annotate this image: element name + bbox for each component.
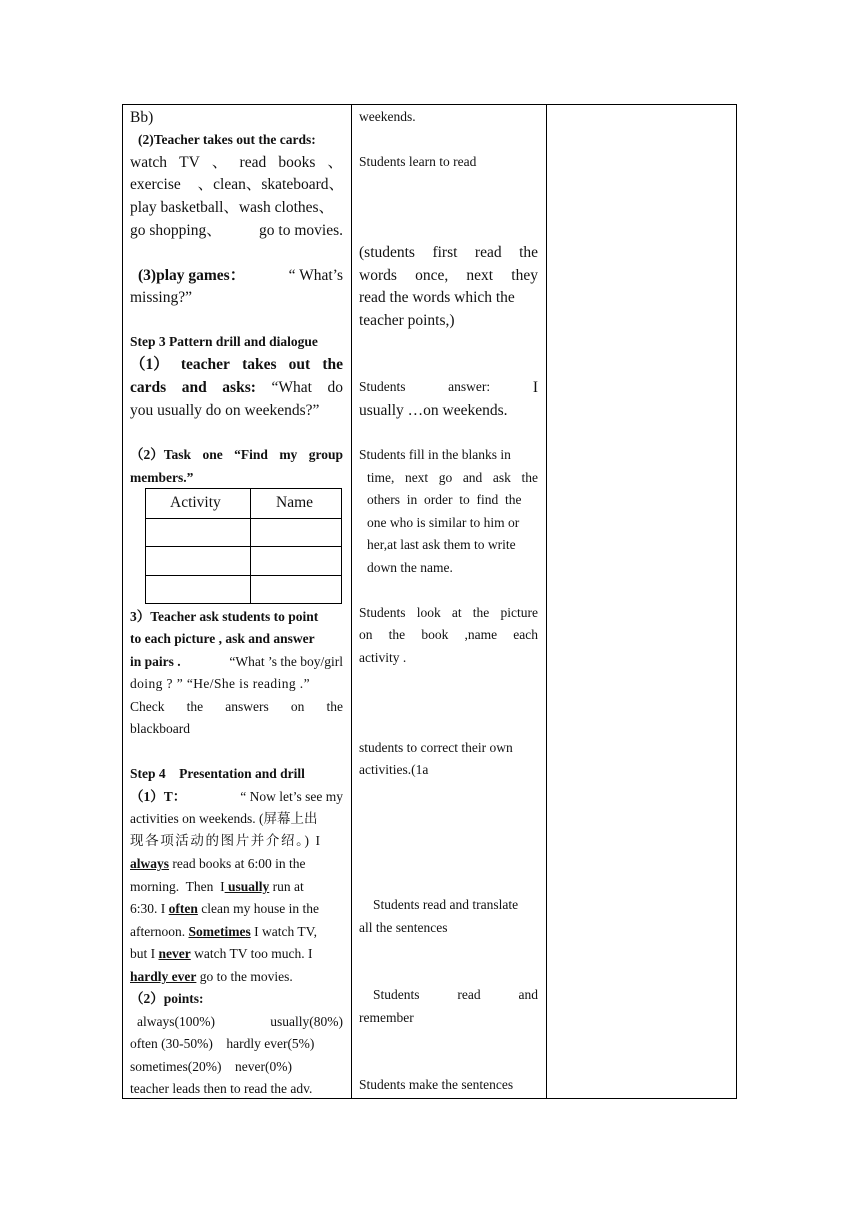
word: in pairs . — [130, 654, 181, 669]
text-line: （2）points: — [130, 991, 204, 1006]
step-heading: Step 4 Presentation and drill — [130, 766, 305, 781]
text-line — [130, 947, 312, 961]
word: TV — [179, 154, 200, 171]
table-header-activity: Activity — [170, 494, 221, 511]
word: but I — [130, 946, 159, 961]
word: and — [518, 987, 538, 1002]
word: the — [472, 605, 490, 620]
word: each — [513, 627, 538, 642]
text-line: sometimes(20%) never(0%) — [130, 1059, 292, 1074]
word: clean my house in the — [197, 901, 319, 916]
word: (students — [359, 244, 415, 261]
word: “Find — [234, 447, 268, 462]
word: on — [290, 699, 305, 714]
word: read books at 6:00 in the — [169, 856, 306, 871]
text-line: usually …on weekends. — [359, 402, 508, 419]
text-line — [130, 880, 304, 894]
step-heading: Step 3 Pattern drill and dialogue — [130, 334, 318, 349]
word: my — [279, 447, 298, 462]
text-line — [130, 655, 343, 669]
text-line — [130, 357, 343, 373]
text-line — [130, 902, 319, 916]
text-line: activities.(1a — [359, 762, 429, 777]
word: 6:30. I — [130, 901, 169, 916]
text-line: down the name. — [367, 560, 453, 575]
text-line: all the sentences — [359, 920, 448, 935]
word: picture — [500, 605, 538, 620]
word: I watch TV, — [250, 924, 317, 939]
text-line: you usually do on weekends?” — [130, 402, 320, 419]
text-line: others in order to find the — [367, 492, 522, 507]
text-line — [359, 606, 538, 620]
text-line — [130, 925, 317, 939]
text-line — [130, 857, 306, 871]
word: 、 — [211, 154, 228, 171]
text-line: teacher leads then to read the adv. — [130, 1081, 313, 1096]
text-line: Students read and translate — [373, 897, 519, 912]
word: go to movies. — [259, 222, 343, 239]
text-line: one who is similar to him or — [367, 515, 520, 530]
emphasis-word: Sometimes — [188, 924, 251, 939]
word: the — [388, 627, 406, 642]
text-line: 现各项活动的图片并介绍。) I — [130, 833, 322, 848]
word: go to the movies. — [196, 969, 293, 984]
text-line — [130, 790, 343, 804]
text-line — [130, 223, 343, 239]
column-divider-1 — [351, 105, 352, 1098]
word: morning. Then I — [130, 879, 225, 894]
word: go — [438, 470, 453, 485]
text-line: teacher points,) — [359, 312, 455, 329]
text-line: Students make the sentences — [359, 1077, 514, 1092]
word: exercise — [130, 176, 181, 193]
word: the — [186, 699, 204, 714]
text-line — [359, 380, 538, 396]
word: ,name — [464, 627, 498, 642]
emphasis-word: never — [158, 946, 191, 961]
text-line: Students learn to read — [359, 154, 477, 169]
text-line: weekends. — [359, 109, 416, 124]
word: they — [511, 267, 538, 284]
word: Students — [359, 605, 406, 620]
group-members-table — [145, 488, 342, 604]
word: next — [466, 267, 494, 284]
word: first — [432, 244, 458, 261]
word: watch TV too much. I — [190, 946, 313, 961]
text-line: Bb) — [130, 109, 154, 126]
text-line — [373, 988, 538, 1002]
text-line: read the words which the — [359, 289, 515, 306]
word: the — [326, 699, 343, 714]
word: “ Now let’s see my — [240, 789, 343, 804]
text-line — [130, 155, 343, 171]
word: watch — [130, 154, 168, 171]
word: ask — [492, 470, 511, 485]
text-line: (2)Teacher takes out the cards: — [138, 132, 316, 147]
word: “ What’s — [288, 267, 343, 284]
text-line: Students fill in the blanks in — [359, 447, 511, 462]
word: usually(80%) — [270, 1014, 343, 1029]
word: on — [359, 627, 373, 642]
column-divider-2 — [546, 105, 547, 1098]
word: cards — [130, 379, 167, 396]
text-line: her,at last ask them to write — [367, 537, 516, 552]
text-line — [367, 471, 538, 485]
word: book — [421, 627, 449, 642]
text-line — [130, 177, 344, 193]
emphasis-word: always — [130, 856, 170, 871]
word: 、 — [327, 154, 343, 171]
text-line: play basketball、wash clothes、 — [130, 199, 335, 216]
emphasis-word: usually — [224, 879, 270, 894]
word: look — [416, 605, 441, 620]
text-line — [359, 245, 538, 261]
word: do — [327, 379, 343, 396]
word: （1） — [130, 356, 169, 373]
emphasis-word: hardly ever — [130, 969, 197, 984]
text-line — [130, 700, 343, 714]
text-line: doing ? ” “He/She is reading .” — [130, 676, 310, 691]
word: asks: — [222, 379, 256, 396]
text-line: 3）Teacher ask students to point — [130, 609, 319, 624]
table-row-line — [146, 575, 341, 576]
word: read — [457, 987, 481, 1002]
word: next — [404, 470, 429, 485]
text-line — [130, 448, 343, 462]
text-line — [359, 628, 538, 642]
word: at — [451, 605, 462, 620]
table-row-line — [146, 546, 341, 547]
word: read — [239, 154, 267, 171]
word: once, — [415, 267, 449, 284]
table-header-name: Name — [276, 494, 314, 511]
word: and — [181, 379, 207, 396]
word: answer: — [448, 379, 491, 394]
word: answers — [225, 699, 269, 714]
text-line: often (30-50%) hardly ever(5%) — [130, 1036, 315, 1051]
word: （1）T： — [130, 789, 187, 804]
word: books — [278, 154, 316, 171]
word: group — [308, 447, 343, 462]
word: out — [288, 356, 311, 373]
text-line — [138, 268, 343, 284]
word: the — [322, 356, 343, 373]
table-row-line — [146, 518, 341, 519]
word: “What ’s the boy/girl — [229, 654, 343, 669]
word: and — [462, 470, 483, 485]
text-line: members.” — [130, 470, 194, 485]
text-line — [359, 268, 538, 284]
word: afternoon. — [130, 924, 189, 939]
word: Students — [373, 987, 420, 1002]
text-line — [137, 1015, 343, 1029]
word: words — [359, 267, 397, 284]
text-line: to each picture , ask and answer — [130, 631, 315, 646]
word: go shopping、 — [130, 222, 222, 239]
word: the — [521, 470, 538, 485]
word: Students — [359, 379, 406, 394]
word: takes — [242, 356, 277, 373]
text-line: activities on weekends. (屏幕上出 — [130, 811, 318, 826]
word: one — [202, 447, 223, 462]
word: 、clean、skateboard、 — [197, 176, 344, 193]
text-line: activity . — [359, 650, 407, 665]
text-line: missing?” — [130, 289, 192, 306]
word: Check — [130, 699, 165, 714]
text-line: blackboard — [130, 721, 190, 736]
word: run at — [269, 879, 304, 894]
emphasis-word: often — [168, 901, 198, 916]
word: always(100%) — [137, 1014, 215, 1029]
word: read — [474, 244, 502, 261]
word: teacher — [180, 356, 230, 373]
word: “What — [271, 379, 312, 396]
word: I — [532, 379, 538, 396]
word: (3)play games： — [138, 267, 246, 284]
text-line: remember — [359, 1010, 414, 1025]
text-line — [130, 970, 293, 984]
word: （2）Task — [130, 447, 192, 462]
text-line: students to correct their own — [359, 740, 513, 755]
text-line — [130, 380, 343, 396]
word: the — [519, 244, 538, 261]
word: time, — [367, 470, 395, 485]
